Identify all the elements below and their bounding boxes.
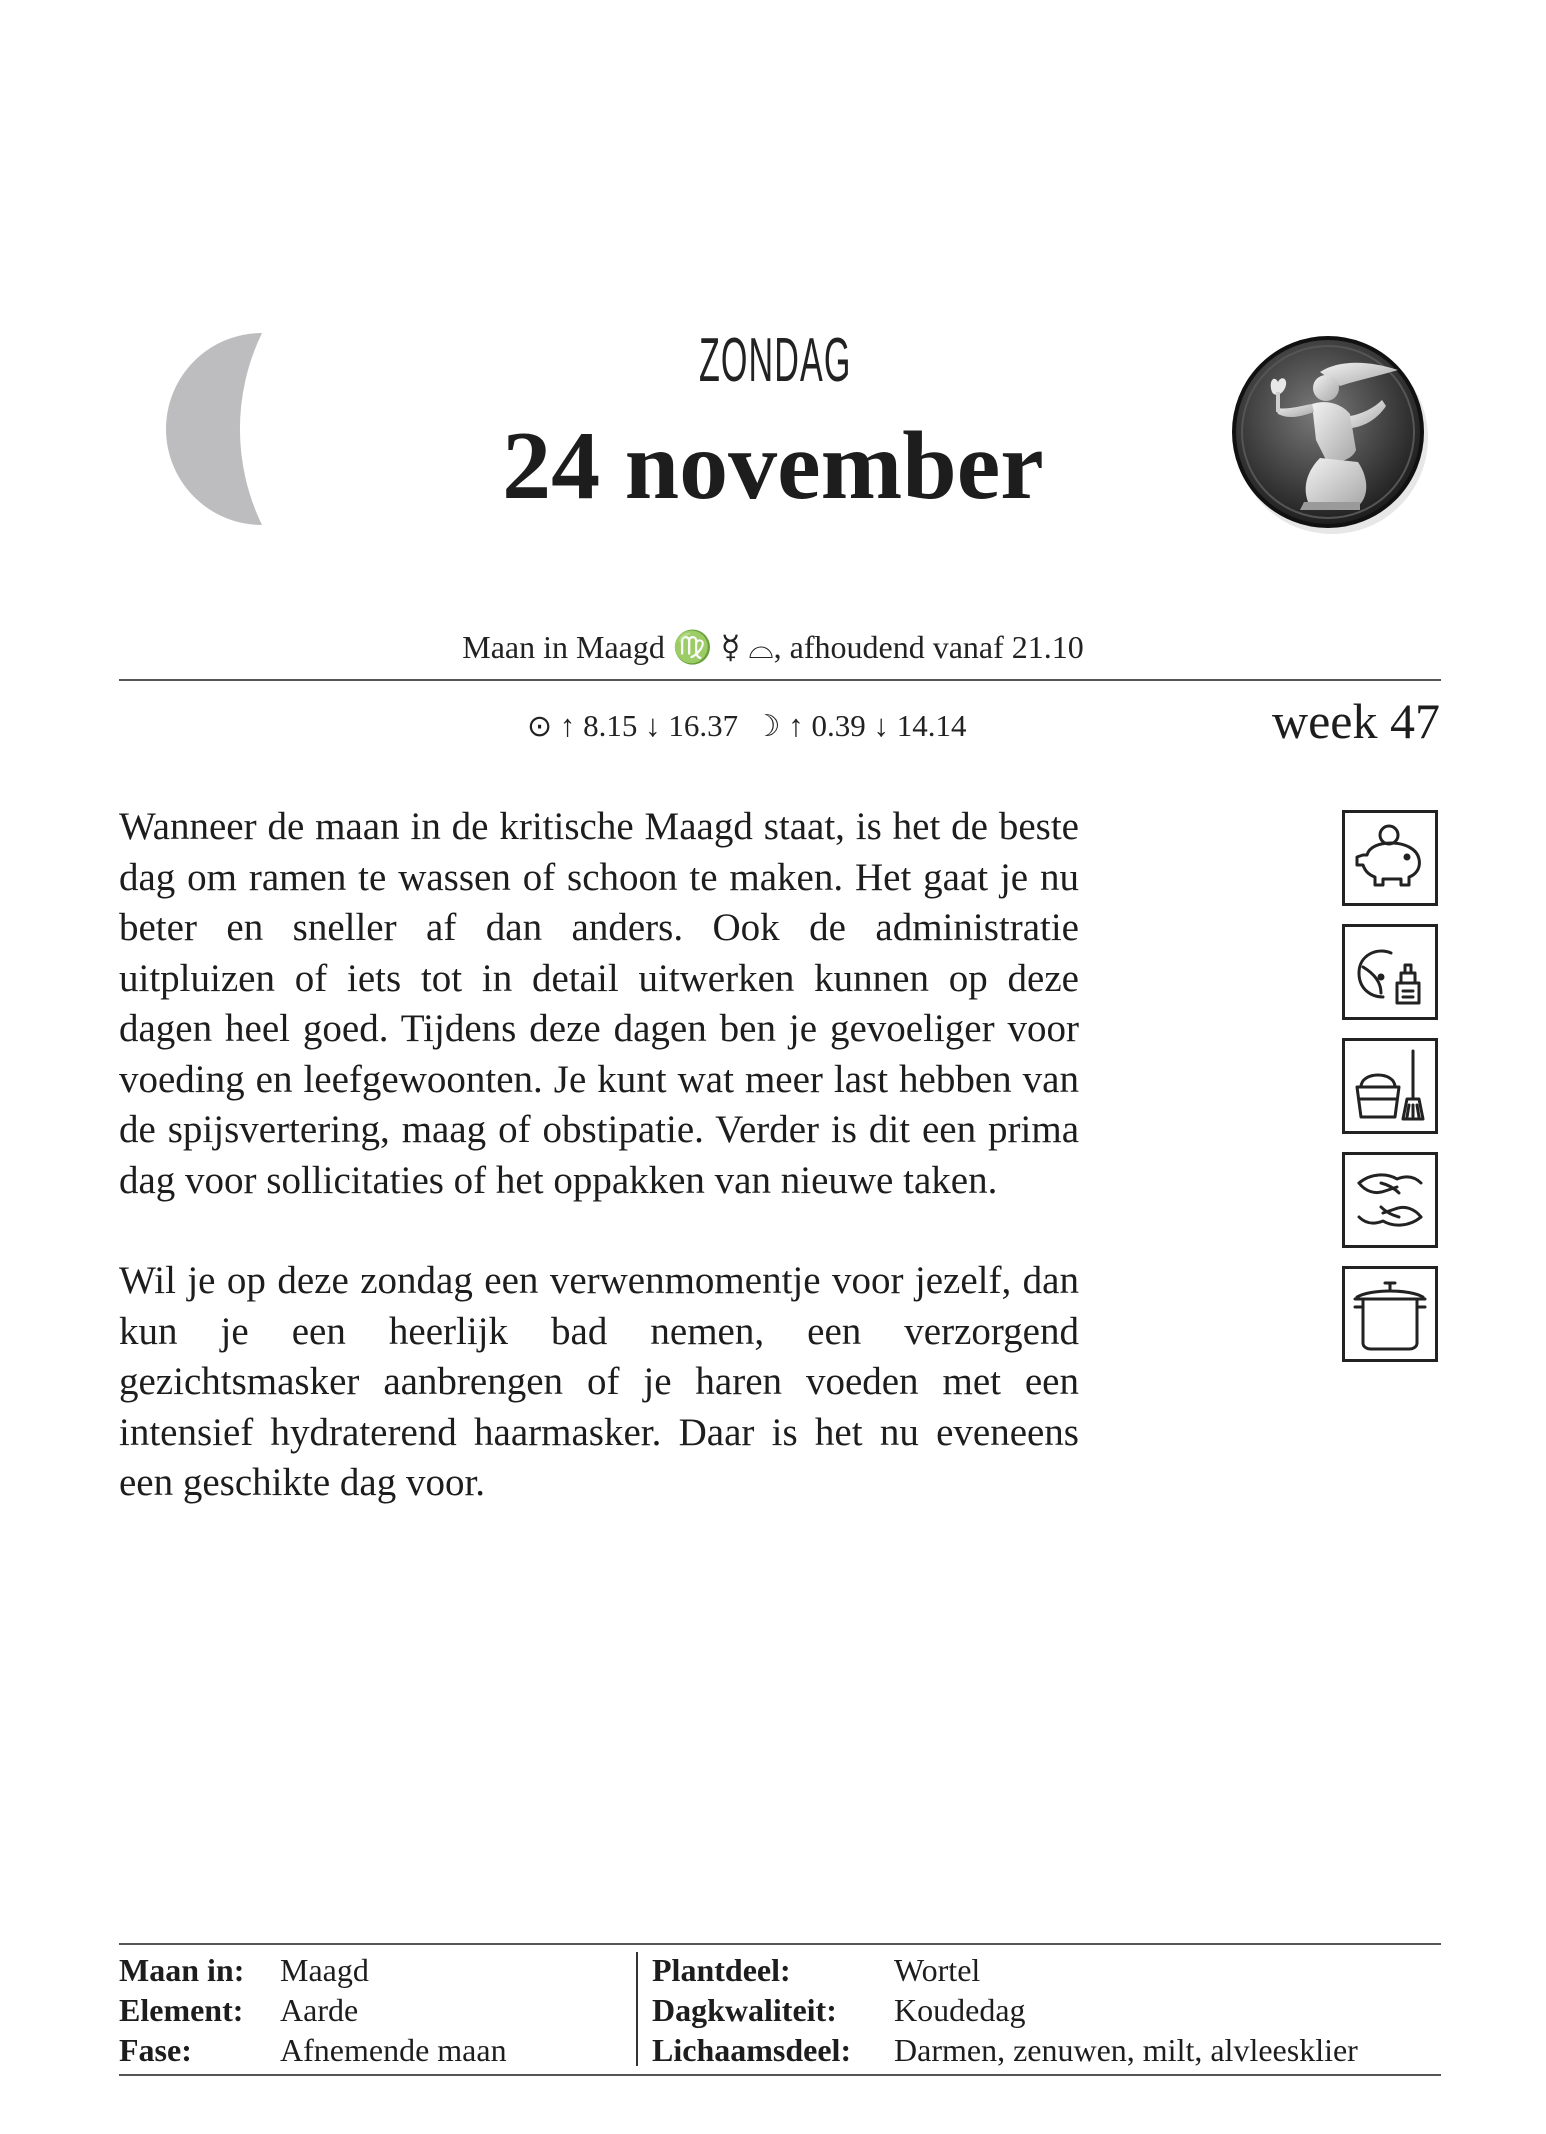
piggy-bank-icon	[1342, 810, 1438, 906]
divider	[119, 2074, 1441, 2076]
moon-rise-time: ↑ 0.39	[788, 708, 866, 743]
sun-set-time: ↓ 16.37	[645, 708, 739, 743]
virgo-zodiac-icon	[1228, 330, 1428, 540]
rise-set-times	[527, 708, 967, 744]
footer-value: Darmen, zenuwen, milt, alvleesklier	[894, 2032, 1358, 2068]
week-number: week 47	[1272, 693, 1440, 749]
footer-label: Lichaamsdeel:	[652, 2032, 852, 2068]
hands-icon	[1342, 1152, 1438, 1248]
divider	[636, 1952, 638, 2066]
paragraph: Wil je op deze zondag een verwenmomentje voor jezelf, dan kun je een heerlijk bad nemen, een verzorgend gezichtsmasker aanbrengen of je haren voeden met een intensief hydraterend haarmasker. Daar is het nu eveneens een geschikte dag voor.	[119, 1259, 1079, 1504]
body-text	[119, 802, 1079, 1559]
divider	[119, 1943, 1441, 1945]
weekday-title: ZONDAG	[699, 326, 852, 395]
footer-value: Koudedag	[894, 1992, 1026, 2028]
footer-label: Element:	[119, 1992, 244, 2028]
moon-set-time: ↓ 14.14	[873, 708, 967, 743]
footer-label: Fase:	[119, 2032, 192, 2068]
divider	[119, 679, 1441, 681]
page-title: 24 november	[502, 412, 1044, 520]
footer-label: Maan in:	[119, 1952, 245, 1988]
footer-value: Maagd	[280, 1952, 369, 1988]
footer-value: Wortel	[894, 1952, 981, 1988]
moon-position-line: Maan in Maagd ♍ ☿ ⌓, afhoudend vanaf 21.10	[462, 629, 1084, 665]
footer-label: Dagkwaliteit:	[652, 1992, 837, 2028]
footer-value: Afnemende maan	[280, 2032, 507, 2068]
paragraph: Wanneer de maan in de kritische Maagd staat, is het de beste dag om ramen te wassen of schoon te maken. Het gaat je nu beter en sneller af dan anders. Ook de administratie uitpluizen of iets tot in detail uitwerken kunnen op deze dagen heel goed. Tijdens deze dagen ben je gevoeliger voor voeding en leefgewoonten. Je kunt wat meer last hebben van de spijsvertering, maag of obstipatie. Verder is dit een prima dag voor sollicitaties of het oppakken van nieuwe taken.	[119, 805, 1079, 1202]
sun-icon: ⊙	[527, 709, 553, 744]
sun-rise-time: ↑ 8.15	[559, 708, 638, 743]
moon-icon: ☽	[753, 709, 781, 744]
cooking-pot-icon	[1342, 1266, 1438, 1362]
cleaning-bucket-icon	[1342, 1038, 1438, 1134]
footer-label: Plantdeel:	[652, 1952, 791, 1988]
face-care-icon	[1342, 924, 1438, 1020]
footer-value: Aarde	[280, 1992, 359, 2028]
